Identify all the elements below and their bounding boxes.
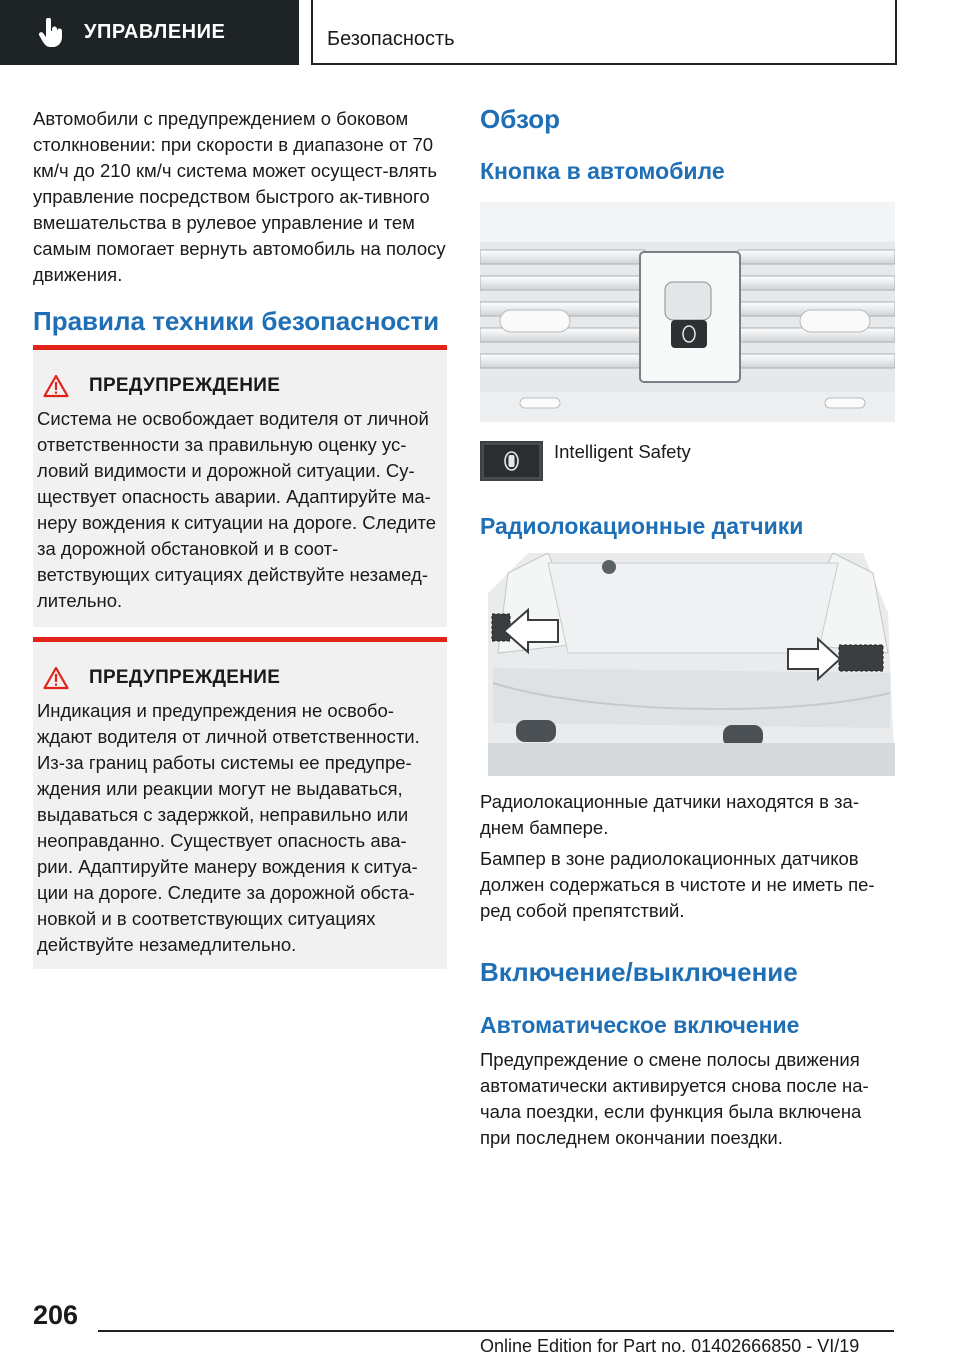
rear-car-illustration xyxy=(488,553,895,776)
warning-box-1 xyxy=(33,345,447,627)
warning-header xyxy=(43,374,447,398)
auto-paragraph: Предупреждение о смене полосы движения автоматически активируется снова после на-чала поездки, если функция была включена при последнем окончании поездки. xyxy=(480,1049,869,1148)
warning-text: Индикация и предупреждения не освобо-ждают водителя от личной ответственности. Из-за границ работы системы ее предупре-ждения или реакции могут не выдаваться, выдаваться с задержкой, неправильно или неоправданно. Существует опасность ава-рии. Адаптируйте манеру вождения к ситуа-ции на дороге. Следите за дорожной обста-новкой и в соответствующих ситуациях действуйте незамедлительно. xyxy=(37,700,420,955)
rear-bumper-image xyxy=(488,553,895,776)
radar-p1-wrap xyxy=(480,789,895,841)
warning-text: Система не освобождает водителя от личной ответственности за правильную оценку ус-ловий видимости и дорожной ситуации. Су-ществует опасность аварии. Адаптируйте ма-неру вождения к ситуации на дороге. Следите за дорожной обстановкой и в соот-ветствующих ситуациях действуйте незамед-лительно. xyxy=(37,408,437,611)
button-label: Intelligent Safety xyxy=(554,441,691,462)
chapter-title: Безопасность xyxy=(327,28,455,50)
safety-heading: Правила техники безопасности xyxy=(33,306,440,336)
radar-paragraph-2: Бампер в зоне радиолокационных датчиков должен содержаться в чистоте и не иметь пе-ред собой препятствий. xyxy=(480,848,875,921)
onoff-heading-wrap xyxy=(480,957,895,988)
intro-paragraph-wrap xyxy=(33,106,447,288)
warning-header xyxy=(43,666,447,690)
air-vent-illustration xyxy=(480,202,895,422)
intro-paragraph: Автомобили с предупреждением о боковом столкновении: при скорости в диапазоне от 70 км/ч до 210 км/ч система может осущест-влять управление посредством быстрого ак-тивного вмешательства в рулевое управление и тем самым помогает вернуть автомобиль на полосу движения. xyxy=(33,108,446,285)
footer-rule xyxy=(98,1330,894,1332)
hand-pointer-icon xyxy=(38,18,64,48)
warning-box-2 xyxy=(33,637,447,969)
warning-label: ПРЕДУПРЕЖДЕНИЕ xyxy=(89,375,281,396)
warning-triangle-icon xyxy=(43,666,69,690)
section-title: УПРАВЛЕНИЕ xyxy=(84,21,226,43)
safety-heading-wrap xyxy=(33,306,447,337)
auto-heading-wrap xyxy=(480,1012,895,1039)
page-number: 206 xyxy=(33,1300,79,1330)
overview-heading-wrap xyxy=(480,104,895,135)
auto-heading: Автоматическое включение xyxy=(480,1012,800,1038)
auto-text-wrap xyxy=(480,1047,895,1151)
button-heading-wrap xyxy=(480,158,895,185)
section-tab xyxy=(0,0,299,65)
button-heading: Кнопка в автомобиле xyxy=(480,158,725,184)
overview-heading: Обзор xyxy=(480,104,560,134)
radar-p2-wrap xyxy=(480,846,895,924)
radar-heading: Радиолокационные датчики xyxy=(480,513,804,539)
onoff-heading: Включение/выключение xyxy=(480,957,798,987)
intelligent-safety-button-icon xyxy=(480,441,543,481)
warning-triangle-icon xyxy=(43,374,69,398)
radar-paragraph-1: Радиолокационные датчики находятся в за-днем бампере. xyxy=(480,791,859,838)
chapter-tab xyxy=(311,0,897,65)
radar-heading-wrap xyxy=(480,513,895,540)
warning-label: ПРЕДУПРЕЖДЕНИЕ xyxy=(89,667,281,688)
dashboard-button-image xyxy=(480,202,895,422)
car-shield-icon xyxy=(480,441,543,481)
footer-edition: Online Edition for Part no. 01402666850 - VI/19 xyxy=(480,1336,860,1356)
